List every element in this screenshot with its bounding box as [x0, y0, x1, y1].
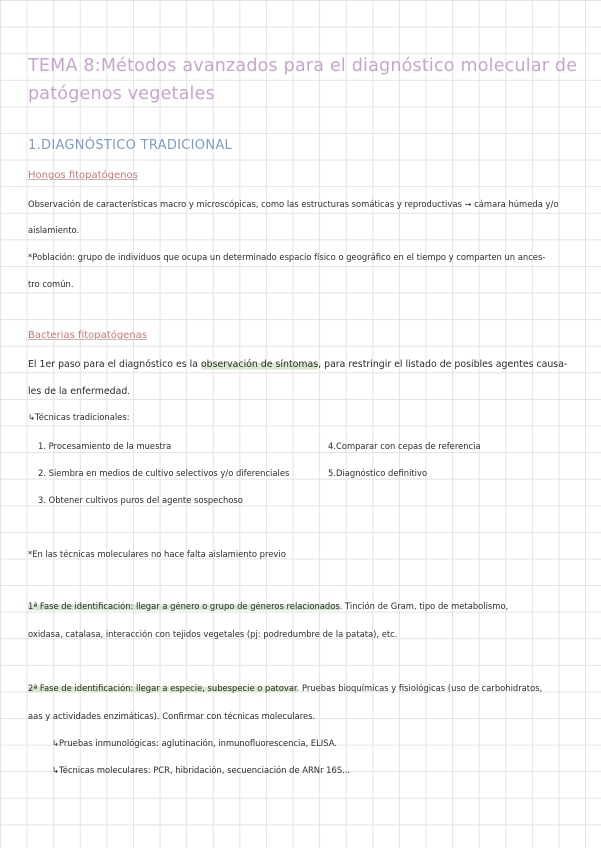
bacterias-line-2: les de la enfermedad. [28, 386, 131, 397]
title-prefix: TEMA 8: [28, 56, 101, 76]
fase1-line-1 [28, 600, 584, 613]
bacterias-highlight: observación de síntomas [200, 359, 319, 370]
step-3: 3. Obtener cultivos puros del agente sospechoso [38, 495, 243, 505]
fase2-line-4: ↳Técnicas moleculares: PCR, hibridación, secuenciación de ARNr 16S... [52, 765, 351, 775]
subheading-bacterias: Bacterias fitopatógenas [28, 330, 147, 341]
fase2-line-1 [28, 682, 584, 695]
hongos-line-4: tro común. [28, 279, 74, 289]
molecular-note: *En las técnicas moleculares no hace falta aislamiento previo [28, 549, 286, 559]
hongos-line-2: aislamiento. [28, 225, 80, 235]
hongos-line-1: Observación de características macro y microscópicas, como las estructuras somáticas y reproductivas → cámara húmeda y/o [28, 199, 559, 209]
fase2-line-1-rest: . Pruebas bioquímicas y fisiológicas (uso de carbohidratos, [296, 683, 543, 693]
fase1-highlight: 1ª Fase de identificación: llegar a género o grupo de géneros relacionados [28, 601, 340, 611]
fase2-line-2: aas y actividades enzimáticas). Confirmar con técnicas moleculares. [28, 711, 316, 721]
bacterias-line-1a: El 1er paso para el diagnóstico es la [28, 359, 201, 370]
page-title [28, 52, 588, 108]
tecnicas-label: ↳Técnicas tradicionales: [28, 412, 130, 422]
fase2-line-3: ↳Pruebas inmunológicas: aglutinación, inmunofluorescencia, ELISA. [52, 738, 337, 748]
subheading-hongos: Hongos fitopatógenos [28, 170, 138, 181]
title-text: Métodos avanzados para el diagnóstico molecular de patógenos vegetales [28, 56, 578, 104]
fase2-highlight: 2ª Fase de identificación: llegar a especie, subespecie o patovar [28, 683, 297, 693]
step-4: 4.Comparar con cepas de referencia [328, 441, 481, 451]
hongos-line-3: *Población: grupo de individuos que ocupa un determinado espacio físico o geográfico en el tiempo y comparten un ances- [28, 252, 546, 262]
step-5: 5.Diagnóstico definitivo [328, 468, 428, 478]
fase1-line-2: oxidasa, catalasa, interacción con tejidos vegetales (pj: podredumbre de la patata), etc. [28, 629, 398, 639]
bacterias-line-1b: , para restringir el listado de posibles agentes causa- [318, 359, 568, 370]
fase1-line-1-rest: . Tinción de Gram, tipo de metabolismo, [339, 601, 509, 611]
section-heading: 1.DIAGNÓSTICO TRADICIONAL [28, 138, 233, 153]
bacterias-line-1 [28, 358, 584, 371]
step-2: 2. Siembra en medios de cultivo selectivos y/o diferenciales [38, 468, 290, 478]
step-1: 1. Procesamiento de la muestra [38, 441, 172, 451]
